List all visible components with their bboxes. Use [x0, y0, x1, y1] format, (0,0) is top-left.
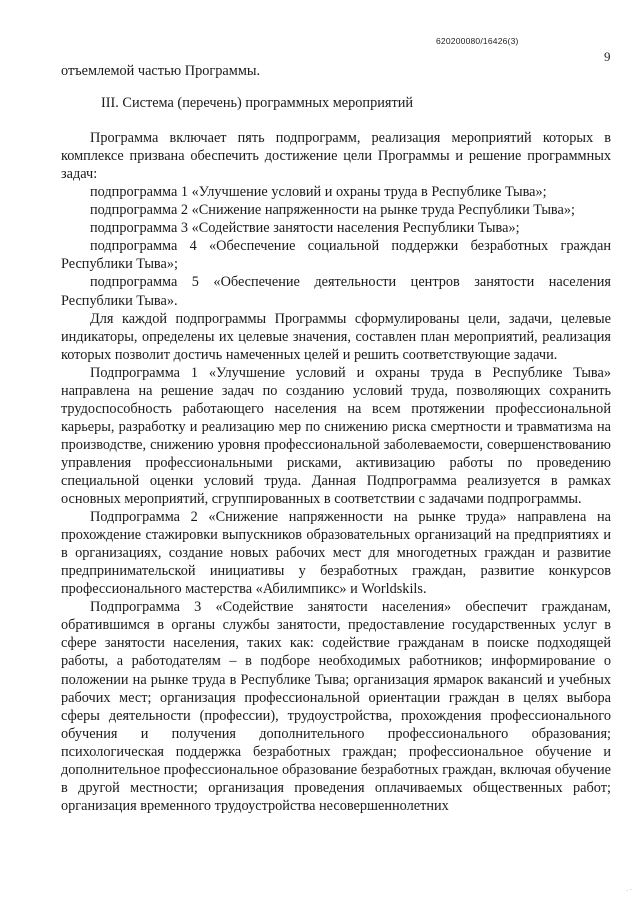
subprogram-list-item-1: подпрограмма 1 «Улучшение условий и охраны труда в Республике Тыва»;: [90, 184, 547, 201]
scan-corner-mark: ·.: [623, 885, 635, 895]
subprogram-list-item-5: подпрограмма 5 «Обеспечение деятельности центров занятости населения Республики Тыва».: [61, 274, 611, 309]
subprogram-list-item-3: подпрограмма 3 «Содействие занятости населения Республики Тыва»;: [90, 220, 520, 237]
page-number: 9: [604, 49, 611, 64]
continuation-line: отъемлемой частью Программы.: [61, 63, 261, 79]
paragraph-subprogram-3: Подпрограмма 3 «Содействие занятости населения» обеспечит гражданам, обратившимся в органы службы занятости, предоставление государственных услуг в сфере занятости населения, таких как: содействие гражданам в поиске подходящей работы, а работодателям – в подборе необходимых работников; информирование о положении на рынке труда в Республике Тыва; организация ярмарок вакансий и учебных рабочих мест; организация профессиональной ориентации граждан в целях выбора сферы деятельности (профессии), трудоустройства, прохождения профессионального обучения и получения дополнительного профессионального образования; психологическая поддержка безработных граждан; профессиональное обучение и дополнительное профессиональное образование безработных граждан, включая обучение в другой местности; организация проведения оплачиваемых общественных работ; организация временного трудоустройства несовершеннолетних: [61, 599, 611, 814]
section-title: III. Система (перечень) программных мероприятий: [101, 95, 414, 112]
page-body: [61, 62, 611, 815]
paragraph-intro: Программа включает пять подпрограмм, реализация мероприятий которых в комплексе призвана обеспечить достижение цели Программы и решение программных задач:: [61, 130, 611, 183]
paragraph-subprogram-2: Подпрограмма 2 «Снижение напряженности на рынке труда» направлена на прохождение стажировки выпускников образовательных организаций на предприятиях и в организациях, создание новых рабочих мест для многодетных граждан и развитие предпринимательской инициативы у безработных граждан, развитие конкурсов профессионального мастерства «Абилимпикс» и Worldskils.: [61, 509, 611, 598]
paragraph-subprogram-1: Подпрограмма 1 «Улучшение условий и охраны труда в Республике Тыва» направлена на решение задач по созданию условий труда, позволяющих сохранить трудоспособность работающего населения на всем протяжении профессиональной карьеры, разработку и реализацию мер по снижению риска смертности и травматизма на производстве, снижению уровня профессиональной заболеваемости, совершенствованию управления профессиональными рисками, активизацию работы по проведению специальной оценки условий труда. Данная Подпрограмма реализуется в рамках основных мероприятий, сгруппированных в соответствии с задачами подпрограммы.: [61, 364, 611, 508]
subprogram-list-item-2: подпрограмма 2 «Снижение напряженности на рынке труда Республики Тыва»;: [90, 202, 575, 219]
subprogram-list-item-4: подпрограмма 4 «Обеспечение социальной поддержки безработных граждан Республики Тыва»;: [61, 238, 611, 273]
document-code: 620200080/16426(3): [436, 36, 519, 46]
paragraph-goals: Для каждой подпрограммы Программы сформулированы цели, задачи, целевые индикаторы, определены их целевые значения, составлен план мероприятий, реализация которых позволит достичь намеченных целей и решить соответствующие задачи.: [61, 310, 611, 363]
